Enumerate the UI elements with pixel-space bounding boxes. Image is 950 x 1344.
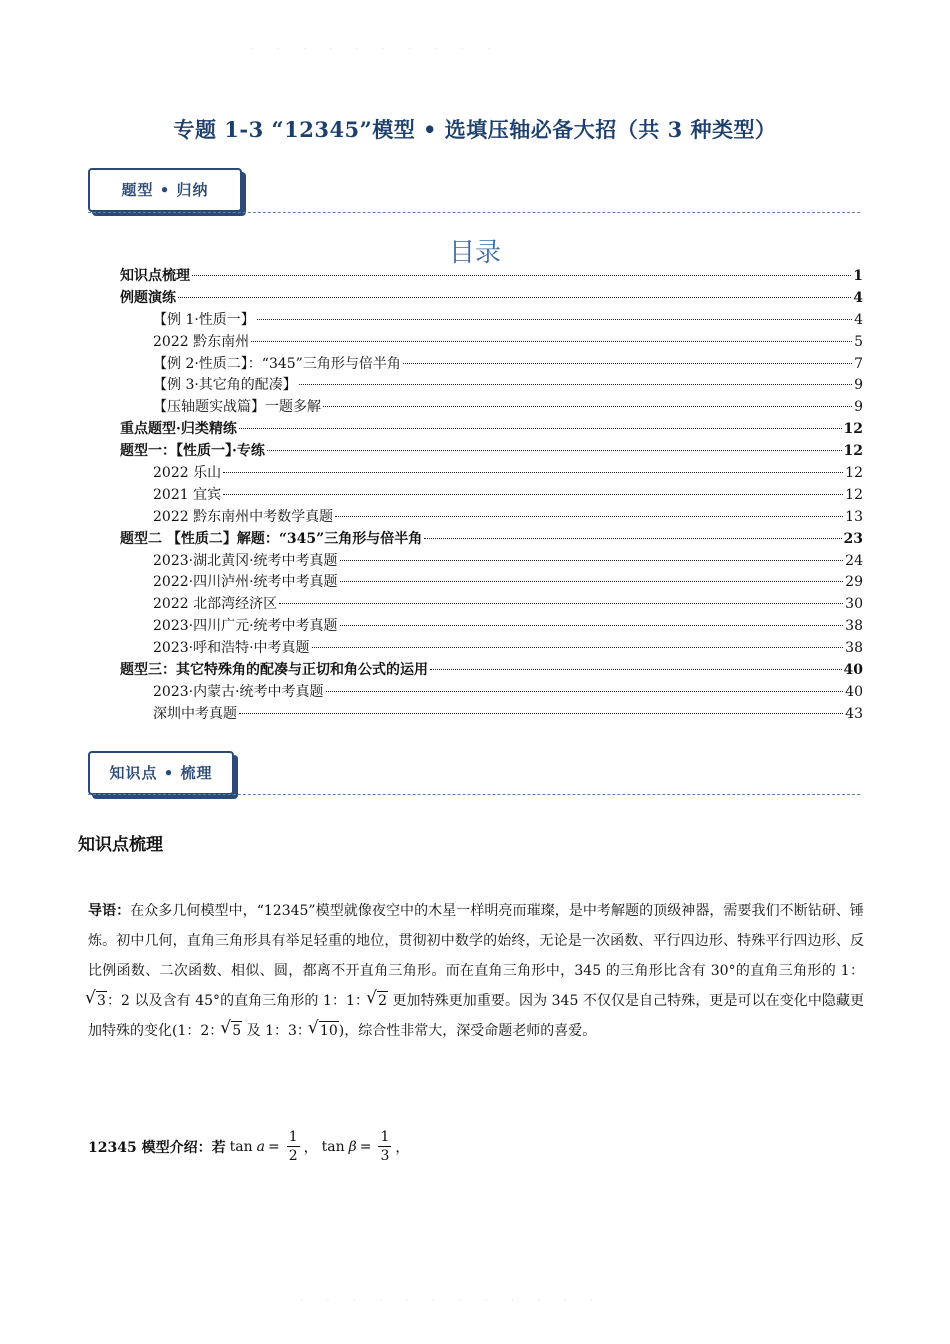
toc-entry-label: 题型一：【性质一】·专练 — [120, 443, 265, 460]
toc-entry[interactable] — [120, 310, 863, 332]
toc-entry-label: 2023·呼和浩特·中考真题 — [153, 640, 310, 657]
toc-entry-label: 2022 乐山 — [153, 465, 222, 482]
toc-entry-page: 38 — [845, 618, 863, 635]
toc-entry-label: 2021 宜宾 — [153, 486, 222, 503]
sqrt-3: √ 3 — [96, 991, 107, 1010]
toc-entry-page: 38 — [845, 640, 863, 657]
intro-paragraph — [88, 896, 864, 1046]
toc-entry-page: 9 — [854, 399, 863, 416]
toc-entry[interactable] — [120, 572, 863, 594]
equals: = — [359, 1138, 372, 1155]
intro-lead: 导语： — [88, 903, 131, 919]
toc-entry-page: 23 — [843, 530, 863, 547]
denominator: 3 — [380, 1148, 390, 1164]
toc-entry-label: 重点题型·归类精练 — [120, 421, 237, 438]
divider — [88, 212, 860, 213]
toc-entry-label: 深圳中考真题 — [153, 705, 237, 722]
separator: ， — [395, 1139, 410, 1156]
intro-text: ：2 以及含有 45°的直角三角形的 1：1： — [106, 993, 370, 1009]
toc-entry[interactable] — [120, 682, 863, 704]
toc-leader-dots — [326, 691, 844, 692]
section-tag-question-types: 题型 • 归纳 — [88, 168, 242, 212]
toc-entry-label: 2022 黔东南州中考数学真题 — [153, 508, 334, 525]
toc-entry-label: 【例 2·性质二】：“345”三角形与倍半角 — [153, 355, 401, 372]
toc-leader-dots — [299, 384, 852, 385]
toc-leader-dots — [403, 363, 852, 364]
toc-entry[interactable] — [120, 288, 863, 310]
intro-text: 及 1：3： — [242, 1023, 311, 1039]
toc-leader-dots — [335, 516, 843, 517]
toc-entry[interactable] — [120, 616, 863, 638]
intro-text: 在众多几何模型中，“12345”模型就像夜空中的木星一样明亮而璀璨，是中考解题的顶级神器，需要我们不断钻研、锤炼。初中几何，直角三角形具有举足轻重的地位，贯彻初中数学的始终，无论是一次函数、平行四边形、特殊平行四边形、反比例函数、二次函数、相似、圆，都离不开直角三角形。而在直角三角形中，345 的三角形比含有 30°的直角三角形的 1： — [88, 903, 864, 979]
divider — [88, 794, 860, 795]
denominator: 2 — [288, 1148, 298, 1164]
toc-leader-dots — [430, 669, 842, 670]
toc-entry[interactable] — [120, 507, 863, 529]
toc-entry-page: 4 — [854, 311, 863, 328]
toc-entry[interactable] — [120, 594, 863, 616]
toc-entry-page: 1 — [853, 268, 863, 284]
toc-entry[interactable] — [120, 419, 863, 441]
section-tag-knowledge: 知识点 • 梳理 — [88, 751, 234, 795]
model-lead: 12345 模型介绍：若 — [88, 1139, 226, 1156]
table-of-contents — [120, 266, 863, 726]
toc-leader-dots — [340, 625, 844, 626]
toc-leader-dots — [340, 560, 844, 561]
toc-leader-dots — [323, 406, 852, 407]
toc-entry[interactable] — [120, 441, 863, 463]
toc-entry-label: 题型三：其它特殊角的配凑与正切和角公式的运用 — [120, 662, 428, 679]
toc-entry[interactable] — [120, 704, 863, 726]
toc-entry[interactable] — [120, 638, 863, 660]
fraction-one-half — [287, 1128, 300, 1165]
tan-label: tan — [229, 1138, 253, 1155]
toc-entry-label: 知识点梳理 — [120, 268, 190, 284]
toc-entry-page: 24 — [845, 552, 863, 569]
intro-text: )，综合性非常大，深受命题老师的喜爱。 — [338, 1023, 597, 1039]
var-beta: β — [348, 1138, 357, 1155]
toc-entry-page: 40 — [843, 662, 863, 679]
toc-entry-page: 12 — [843, 443, 863, 460]
toc-entry-page: 4 — [853, 289, 863, 306]
numerator: 1 — [288, 1129, 298, 1145]
toc-leader-dots — [239, 428, 842, 429]
toc-leader-dots — [239, 713, 843, 714]
toc-entry-page: 5 — [854, 333, 863, 350]
toc-entry-page: 40 — [845, 683, 863, 700]
toc-entry-label: 2022 黔东南州 — [153, 333, 250, 350]
toc-entry[interactable] — [120, 660, 863, 682]
tan-label: tan — [321, 1138, 345, 1155]
toc-entry[interactable] — [120, 354, 863, 376]
equals: = — [267, 1138, 280, 1155]
toc-entry-label: 2023·内蒙古·统考中考真题 — [153, 683, 324, 700]
toc-leader-dots — [279, 603, 843, 604]
toc-entry[interactable] — [120, 266, 863, 288]
toc-entry[interactable] — [120, 397, 863, 419]
toc-entry-page: 13 — [845, 508, 863, 525]
toc-entry-label: 【例 1·性质一】 — [153, 311, 255, 328]
toc-entry[interactable] — [120, 463, 863, 485]
toc-leader-dots — [312, 647, 844, 648]
toc-entry-page: 9 — [854, 377, 863, 394]
toc-leader-dots — [223, 494, 843, 495]
page-title: 专题 1-3 “12345”模型 • 选填压轴必备大招（共 3 种类型） — [173, 117, 777, 142]
toc-leader-dots — [223, 472, 843, 473]
var-alpha: a — [256, 1138, 265, 1155]
toc-entry[interactable] — [120, 332, 863, 354]
toc-entry-page: 12 — [843, 421, 863, 438]
toc-entry-page: 30 — [845, 596, 863, 613]
toc-leader-dots — [257, 319, 852, 320]
separator: ， — [303, 1139, 318, 1156]
model-intro — [88, 1128, 409, 1165]
toc-leader-dots — [267, 450, 842, 451]
toc-entry-page: 12 — [845, 486, 863, 503]
sqrt-5: √ 5 — [231, 1021, 242, 1040]
toc-leader-dots — [251, 341, 852, 342]
intro-text: 更加特殊更加重要。因为 345 不仅仅是自己特殊，更是可以在变化中隐藏更加特殊的变化(1：2： — [88, 993, 865, 1039]
toc-entry-label: 例题演练 — [120, 289, 176, 306]
toc-entry-label: 【压轴题实战篇】一题多解 — [153, 399, 321, 416]
footer-watermark: · · · · · · · · · · · · — [300, 1296, 604, 1307]
toc-entry[interactable] — [120, 375, 863, 397]
toc-entry-page: 12 — [845, 465, 863, 482]
toc-heading: 目录 — [448, 238, 501, 268]
toc-entry-label: 2023·四川广元·统考中考真题 — [153, 618, 338, 635]
toc-entry-label: 2022 北部湾经济区 — [153, 596, 278, 613]
toc-entry-label: 2022·四川泸州·统考中考真题 — [153, 574, 338, 591]
fraction-one-third — [378, 1128, 391, 1165]
section-heading: 知识点梳理 — [78, 835, 163, 855]
toc-entry-label: 2023·湖北黄冈·统考中考真题 — [153, 552, 338, 569]
toc-entry-page: 7 — [854, 355, 863, 372]
numerator: 1 — [380, 1129, 390, 1145]
toc-entry-page: 43 — [845, 705, 863, 722]
toc-entry[interactable] — [120, 529, 863, 551]
toc-leader-dots — [192, 275, 851, 276]
toc-entry[interactable] — [120, 485, 863, 507]
toc-entry-label: 题型二 【性质二】解题：“345”三角形与倍半角 — [120, 530, 423, 547]
toc-entry-page: 29 — [845, 574, 863, 591]
sqrt-10: √ 10 — [319, 1021, 339, 1040]
toc-entry-label: 【例 3·其它角的配凑】 — [153, 377, 297, 394]
sqrt-2: √ 2 — [377, 991, 388, 1010]
toc-entry[interactable] — [120, 551, 863, 573]
toc-leader-dots — [424, 538, 841, 539]
header-watermark: · · · · · · · · · · — [250, 44, 501, 55]
toc-leader-dots — [178, 297, 851, 298]
toc-leader-dots — [340, 581, 844, 582]
